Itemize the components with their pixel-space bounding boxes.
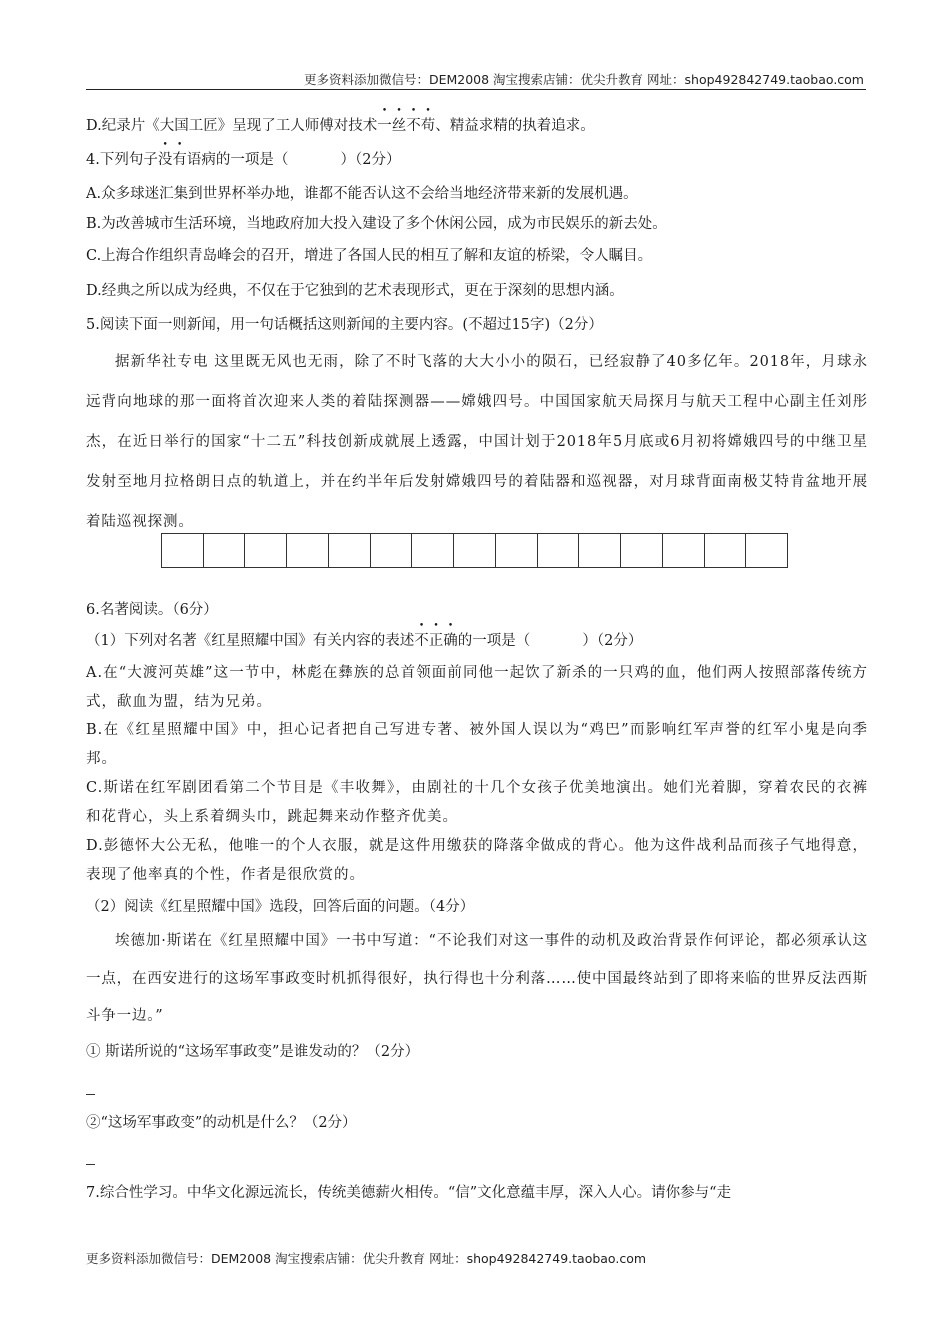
header-rule	[86, 89, 866, 90]
q4-stem: 4.下列句子没有语病的一项是（ ）（2分）	[86, 152, 401, 168]
q7-stem: 7.综合性学习。中华文化源远流长，传统美德薪火相传。“信”文化意蕴丰厚，深入人心。请你参与“走	[86, 1185, 732, 1201]
emphasis-char: 没	[157, 152, 173, 168]
answer-cell[interactable]	[162, 534, 204, 567]
q6-sub2-stem: （2）阅读《红星照耀中国》选段，回答后面的问题。（4分）	[86, 899, 475, 915]
answer-cell[interactable]	[496, 534, 538, 567]
answer-cell[interactable]	[245, 534, 287, 567]
q4-option-a: A.众多球迷汇集到世界杯举办地，谁都不能否认这不会给当地经济带来新的发展机遇。	[86, 186, 638, 202]
answer-cell[interactable]	[454, 534, 496, 567]
answer-grid[interactable]	[161, 533, 788, 568]
emphasis-char: 丝	[391, 118, 407, 134]
q6-option-d: D.彭德怀大公无私，他唯一的个人衣服，就是这件用缴获的降落伞做成的背心。他为这件战利品而孩子气地得意，表现了他率真的个性，作者是很欣赏的。	[86, 838, 868, 883]
q6-option-b: B.在《红星照耀中国》中，担心记者把自己写进专著、被外国人误以为“鸡巴”而影响红军声誉的红军小鬼是向季邦。	[86, 722, 868, 767]
emphasis-char: 正	[428, 633, 444, 649]
answer-cell[interactable]	[621, 534, 663, 567]
q6-sub1-stem: （1）下列对名著《红星照耀中国》有关内容的表述不正确的一项是（ ）（2分）	[86, 633, 643, 649]
answer-blank-1[interactable]	[86, 1094, 95, 1095]
answer-cell[interactable]	[579, 534, 621, 567]
q5-news-passage: 据新华社专电 这里既无风也无雨，除了不时飞落的大大小小的陨石，已经寂静了40多亿年。2018年，月球永远背向地球的那一面将首次迎来人类的着陆探测器——嫦娥四号。中国国家航天局探月与航天工程中心副主任刘彤杰，在近日举行的国家“十二五”科技创新成就展上透露，中国计划于2018年5月底或6月初将嫦娥四号的中继卫星发射至地月拉格朗日点的轨道上，并在约半年后发射嫦娥四号的着陆器和巡视器，对月球背面南极艾特肯盆地开展着陆巡视探测。	[86, 354, 868, 530]
answer-cell[interactable]	[371, 534, 413, 567]
answer-cell[interactable]	[538, 534, 580, 567]
emphasis-char: 确	[443, 633, 458, 649]
emphasis-char: 不	[406, 118, 421, 134]
emphasis-char: 苟	[420, 118, 436, 134]
answer-cell[interactable]	[329, 534, 371, 567]
q5-stem: 5.阅读下面一则新闻，用一句话概括这则新闻的主要内容。(不超过15字)（2分）	[86, 317, 603, 333]
q6-option-a: A.在“大渡河英雄”这一节中，林彪在彝族的总首领面前同他一起饮了新杀的一只鸡的血，他们两人按照部落传统方式，歃血为盟，结为兄弟。	[86, 665, 868, 710]
q4-option-b: B.为改善城市生活环境，当地政府加大投入建设了多个休闲公园，成为市民娱乐的新去处。	[86, 216, 667, 232]
q3-option-d: D.纪录片《大国工匠》呈现了工人师傅对技术一丝不苟、精益求精的执着追求。	[86, 118, 595, 134]
q6-option-c: C.斯诺在红军剧团看第二个节目是《丰收舞》，由剧社的十几个女孩子优美地演出。她们光着脚，穿着农民的衣裤和花背心，头上系着绸头巾，跳起舞来动作整齐优美。	[86, 780, 868, 825]
answer-cell[interactable]	[663, 534, 705, 567]
emphasis-char: 有	[172, 152, 187, 168]
page-footer: 更多资料添加微信号：DEM2008 淘宝搜索店铺：优尖升教育 网址：shop492842749.taobao.com	[86, 1251, 647, 1266]
answer-cell[interactable]	[287, 534, 329, 567]
q4-option-d: D.经典之所以成为经典，不仅在于它独到的艺术表现形式，更在于深刻的思想内涵。	[86, 283, 624, 299]
answer-cell[interactable]	[705, 534, 747, 567]
q6-quote-passage: 埃德加·斯诺在《红星照耀中国》一书中写道：“不论我们对这一事件的动机及政治背景作何评论，都必须承认这一点，在西安进行的这场军事政变时机抓得很好，执行得也十分利落……使中国最终站到了即将来临的世界反法西斯斗争一边。”	[86, 933, 868, 1024]
answer-cell[interactable]	[746, 534, 787, 567]
q4-option-c: C.上海合作组织青岛峰会的召开，增进了各国人民的相互了解和友谊的桥梁，令人瞩目。	[86, 248, 653, 264]
emphasis-char: 一	[377, 118, 392, 134]
answer-cell[interactable]	[204, 534, 246, 567]
q6-question-2: ②“这场军事政变”的动机是什么？（2分）	[86, 1115, 357, 1131]
q6-question-1: ① 斯诺所说的“这场军事政变”是谁发动的？（2分）	[86, 1044, 420, 1060]
emphasis-char: 不	[414, 633, 429, 649]
q6-stem: 6.名著阅读。（6分）	[86, 602, 218, 618]
answer-cell[interactable]	[412, 534, 454, 567]
page-header: 更多资料添加微信号：DEM2008 淘宝搜索店铺：优尖升教育 网址：shop492842749.taobao.com	[303, 72, 864, 87]
answer-blank-2[interactable]	[86, 1164, 95, 1165]
